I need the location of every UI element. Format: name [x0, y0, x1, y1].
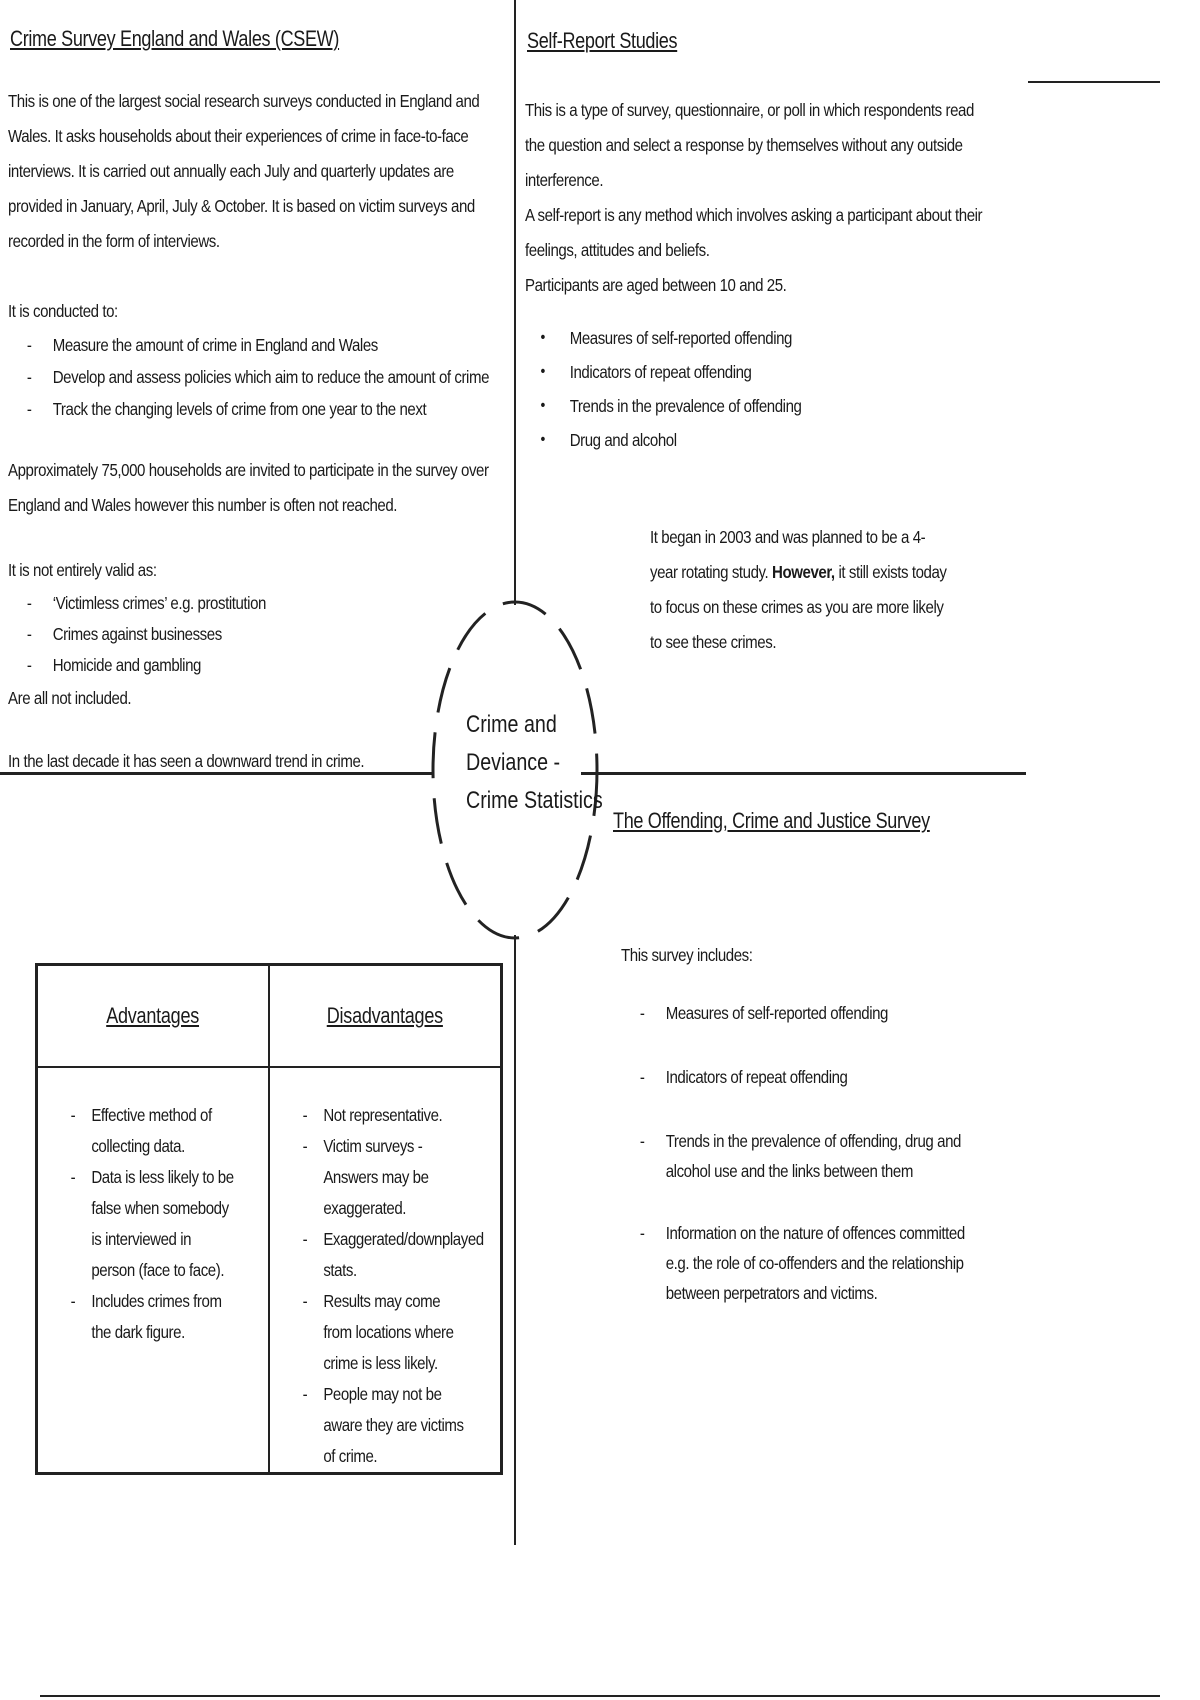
ocjs-list	[621, 998, 982, 1308]
ocjs-includes-label: This survey includes:	[621, 945, 753, 965]
self-report-participants: Participants are aged between 10 and 25.	[525, 275, 787, 295]
list-item: - Homicide and gambling	[8, 650, 500, 681]
center-title-line: Crime and	[466, 711, 557, 738]
csew-conducted-list	[8, 329, 500, 425]
csew-conducted-label: It is conducted to:	[8, 301, 118, 321]
advantages-header-label: Advantages	[106, 1003, 200, 1028]
list-item: - Includes crimes from the dark figure.	[38, 1286, 236, 1348]
list-item: - Trends in the prevalence of offending, drug and alcohol use and the links between them	[621, 1126, 982, 1186]
self-report-history-text: It began in 2003 and was planned to be a 4-year rotating study.	[650, 527, 926, 582]
ocjs-section	[621, 940, 982, 1308]
self-report-history-emphasis: However,	[772, 562, 835, 582]
horizontal-divider-right	[581, 772, 1026, 775]
list-item: - People may not be aware they are victims of crime.	[270, 1379, 468, 1472]
csew-trend: In the last decade it has seen a downward trend in crime.	[8, 751, 365, 771]
advantages-header	[37, 965, 270, 1068]
list-item: • Measures of self-reported offending	[525, 321, 994, 355]
advantages-list	[38, 1100, 236, 1348]
center-title-line: Deviance -	[466, 749, 561, 776]
csew-intro: This is one of the largest social research surveys conducted in England and Wales. It asks households about their experiences of crime in face-to-face interviews. It is carried out annually each July and quarterly updates are provided in January, April, July & October. It is based on victim surveys and recorded in the form of interviews.	[8, 91, 480, 251]
csew-valid-label: It is not entirely valid as:	[8, 560, 157, 580]
disadvantages-list	[270, 1100, 484, 1472]
top-right-rule	[1028, 81, 1160, 83]
list-item: - Indicators of repeat offending	[621, 1062, 982, 1092]
disadvantages-cell	[269, 1067, 502, 1474]
self-report-heading: Self-Report Studies	[527, 28, 678, 53]
self-report-method: A self-report is any method which involves asking a participant about their feelings, attitudes and beliefs.	[525, 205, 983, 260]
list-item: - Develop and assess policies which aim to reduce the amount of crime	[8, 361, 500, 393]
list-item: - Not representative.	[270, 1100, 468, 1131]
list-item: - Measure the amount of crime in England and Wales	[8, 329, 500, 361]
list-item: - ‘Victimless crimes’ e.g. prostitution	[8, 588, 500, 619]
ocjs-heading: The Offending, Crime and Justice Survey	[613, 808, 930, 833]
list-item: - Track the changing levels of crime from one year to the next	[8, 393, 500, 425]
csew-section	[8, 84, 500, 779]
list-item: - Crimes against businesses	[8, 619, 500, 650]
disadvantages-header-label: Disadvantages	[326, 1003, 444, 1028]
center-title-line: Crime Statistics	[466, 787, 603, 814]
disadvantages-header	[269, 965, 502, 1068]
advantages-disadvantages-table	[35, 963, 503, 1475]
csew-valid-list	[8, 588, 500, 681]
advantages-cell	[37, 1067, 270, 1474]
list-item: - Information on the nature of offences committed e.g. the role of co-offenders and the relationship between perpetrators and victims.	[621, 1218, 982, 1308]
csew-households: Approximately 75,000 households are invited to participate in the survey over England and Wales however this number is often not reached.	[8, 460, 489, 515]
self-report-definition: This is a type of survey, questionnaire, or poll in which respondents read the question and select a response by themselves without any outside interference.	[525, 100, 974, 190]
list-item: • Drug and alcohol	[525, 423, 994, 457]
list-item: - Results may come from locations where crime is less likely.	[270, 1286, 468, 1379]
vertical-divider-top	[514, 0, 516, 605]
list-item: • Indicators of repeat offending	[525, 355, 994, 389]
csew-heading: Crime Survey England and Wales (CSEW)	[10, 26, 340, 51]
list-item: - Victim surveys - Answers may be exaggerated.	[270, 1131, 468, 1224]
vertical-divider-bottom	[514, 935, 516, 1545]
list-item: • Trends in the prevalence of offending	[525, 389, 994, 423]
list-item: - Exaggerated/downplayed stats.	[270, 1224, 468, 1286]
self-report-history	[650, 520, 951, 660]
bottom-rule	[40, 1695, 1160, 1697]
list-item: - Effective method of collecting data.	[38, 1100, 236, 1162]
self-report-list	[525, 321, 994, 457]
csew-valid-end: Are all not included.	[8, 688, 132, 708]
self-report-history-text-2: it still exists today to focus on these crimes as you are more likely to see these crimes.	[650, 562, 947, 652]
list-item: - Data is less likely to be false when somebody is interviewed in person (face to face).	[38, 1162, 236, 1286]
self-report-section	[525, 93, 994, 457]
list-item: - Measures of self-reported offending	[621, 998, 982, 1028]
